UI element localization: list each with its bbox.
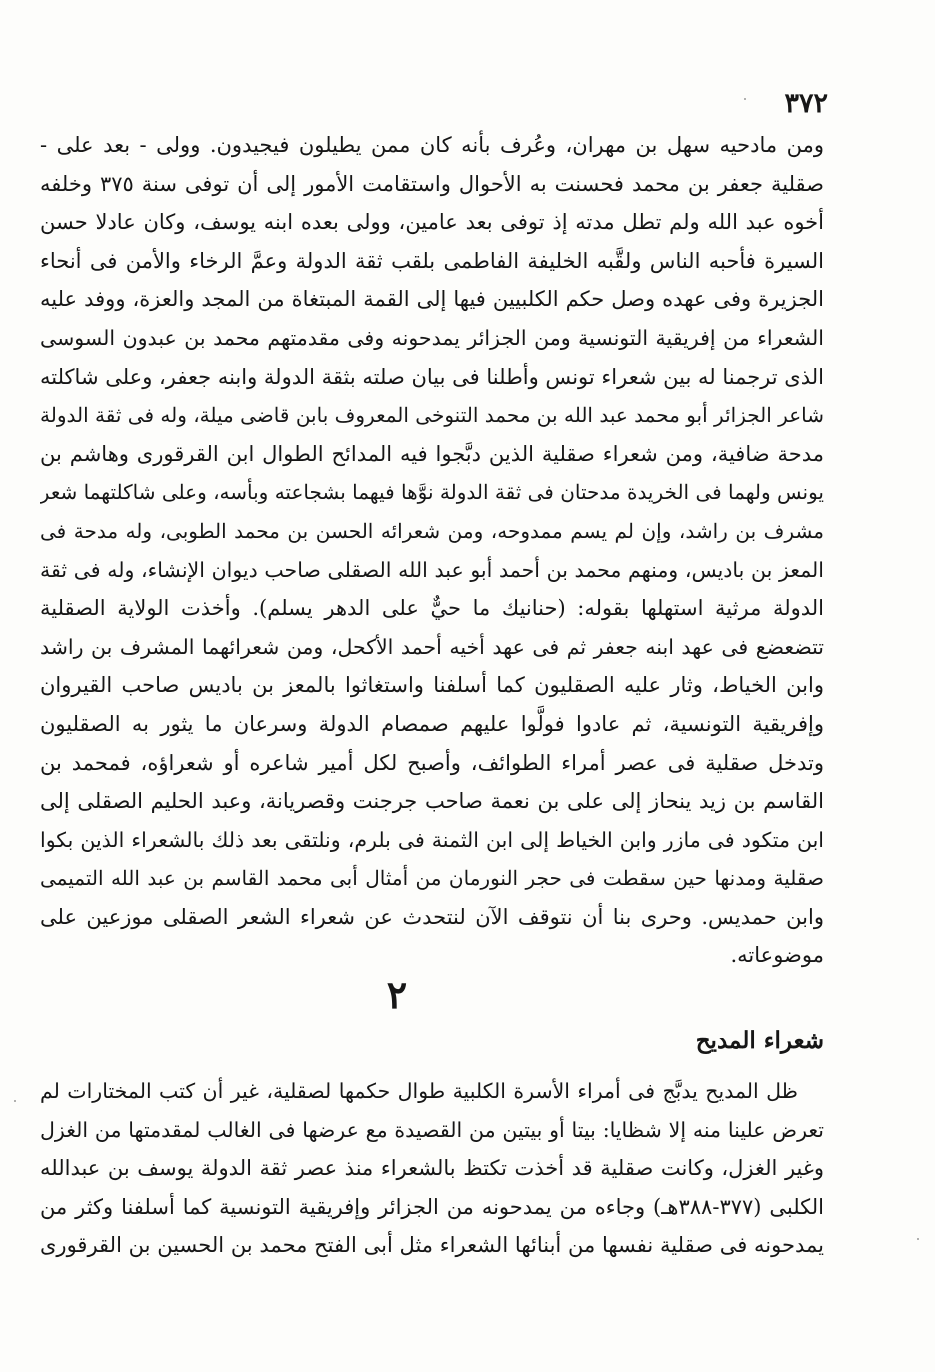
text-line: القاسم بن زيد ينحاز إلى على بن نعمة صاحب جرجنت وقصريانة، وعبد الحليم الصقلى إلى [40,789,824,814]
section-title: شعراء المديح [695,1027,824,1054]
section-number: ٢ [386,972,408,1017]
paragraph-one [40,126,824,975]
text-line: يمدحونه فى صقلية نفسها من أبنائها الشعراء مثل أبى الفتح محمد بن الحسين بن القرقورى [40,1233,824,1258]
text-line: يونس ولهما فى الخريدة مدحتان فى ثقة الدولة نوَّها فيهما بشجاعته وبأسه، وعلى شاكلتهما شعر [40,480,824,505]
text-line: الذى ترجمنا له بين شعراء تونس وأطلنا فى بيان صلته بثقة الدولة وابنه جعفر، وعلى شاكلته [40,364,824,389]
scan-speck [917,1238,919,1240]
text-line: تعرض علينا منه إلا شظايا: بيتا أو بيتين من القصيدة مع عرضها فى الغالب لمقدمتها من الغزل [40,1117,824,1142]
text-line: وغير الغزل، وكانت صقلية قد أخذت تكتظ بالشعراء منذ عصر ثقة الدولة يوسف بن عبدالله [40,1156,824,1181]
text-line: وإفريقية التونسية، ثم عادوا فولَّوا عليهم صمصام الدولة وسرعان ما يثور به الصقليون [40,711,824,736]
text-line: أخوه عبد الله ولم تطل مدته إذ توفى بعد عامين، وولى بعده ابنه يوسف، وكان عادلا حسن [40,210,824,235]
text-line: المعز بن باديس، ومنهم محمد بن أحمد أبو عبد الله الصقلى صاحب ديوان الإنشاء، وله فى ثقة [40,557,824,582]
text-line: شاعر الجزائر أبو محمد عبد الله بن محمد التنوخى المعروف بابن قاضى ميلة، وله فى ثقة الدولة [40,403,824,428]
text-line: الجزيرة وفى عهده وصل حكم الكلبيين فيها إلى القمة المبتغاة من المجد والعزة، ووفد عليه [40,287,824,312]
text-line: الشعراء من إفريقية التونسية ومن الجزائر يمدحونه وفى مقدمتهم محمد بن عبدون السوسى [40,325,824,350]
text-line: السيرة فأحبه الناس ولقَّبه الخليفة الفاطمى بلقب ثقة الدولة وعمَّ الرخاء والأمن فى أنحاء [40,248,824,273]
text-line: الدولة مرثية استهلها بقوله: (حنانيك ما حيٌّ على الدهر يسلم). وأخذت الولاية الصقلية [40,596,824,621]
text-line: ابن متكود فى مازر وابن الخياط إلى ابن الثمنة فى بلرم، ونلتقى بعد ذلك بالشعراء الذين بكوا [40,827,824,852]
page-number: ٣٧٢ [784,88,828,119]
text-line: وابن حمديس. وحرى بنا أن نتوقف الآن لنتحدث عن شعراء الشعر الصقلى موزعين على [40,904,824,929]
text-line: ومن مادحيه سهل بن مهران، وعُرف بأنه كان ممن يطيلون فيجيدون. وولى - بعد على - [40,133,824,157]
text-line: صقلية جعفر بن محمد فحسنت به الأحوال واستقامت الأمور إلى أن توفى سنة ٣٧٥ وخلفه [40,171,824,196]
paragraph-two [40,1072,824,1265]
text-line: ظل المديح يدبَّج فى أمراء الأسرة الكلبية طوال حكمها لصقلية، غير أن كتب المختارات لم [40,1079,798,1103]
scan-speck [744,98,746,100]
scan-speck [14,1100,16,1102]
text-line: وتدخل صقلية فى عصر أمراء الطوائف، وأصبح لكل أمير شاعره أو شعراؤه، فمحمد بن [40,750,824,775]
text-line: مدحة ضافية، ومن شعراء صقلية الذين دبَّجوا فيه المدائح الطوال ابن القرقورى وهاشم بن [40,441,824,466]
text-line: صقلية ومدنها حين سقطت فى حجر النورمان من أمثال أبى محمد القاسم بن عبد الله التميمى [40,866,824,891]
text-line: مشرف بن راشد، وإن لم يسم ممدوحه، ومن شعرائه الحسن بن محمد الطوبى، وله مدحة فى [40,518,824,543]
text-line: الكلبى (٣٧٧-٣٨٨هـ) وجاءه من يمدحونه من الجزائر وإفريقية التونسية كما أسلفنا وكثر من [40,1194,824,1219]
text-line: وابن الخياط، وثار عليه الصقليون كما أسلفنا واستغاثوا بالمعز بن باديس صاحب القيروان [40,673,824,698]
text-line: موضوعاته. [730,943,824,968]
text-line: تتضعضع فى عهد ابنه جعفر ثم فى عهد أخيه أحمد الأكحل، ومن شعرائهما المشرف بن راشد [40,634,824,659]
